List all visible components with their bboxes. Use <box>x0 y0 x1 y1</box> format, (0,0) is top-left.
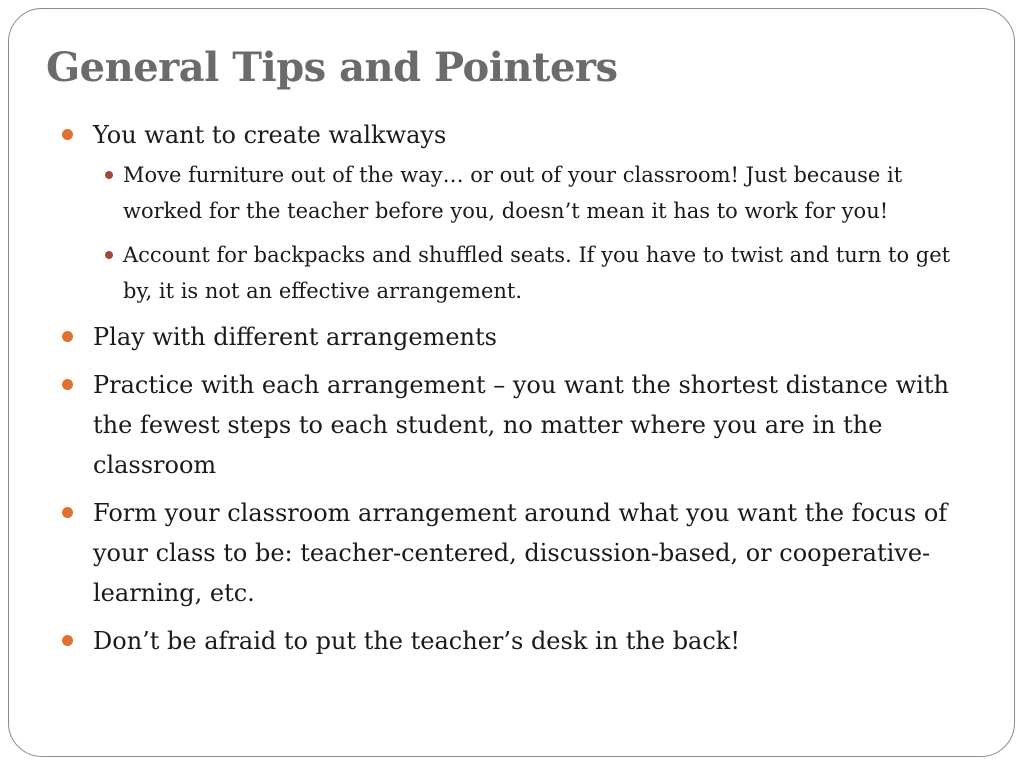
bullet-text: Play with different arrangements <box>93 323 497 351</box>
bullet-item <box>62 493 972 613</box>
sub-bullet-text: Move furniture out of the way… or out of your classroom! Just because it worked for the teacher before you, doesn’t mean it has to work for you! <box>123 163 903 223</box>
bullet-list <box>62 115 972 669</box>
bullet-dot-icon <box>62 129 73 140</box>
sub-bullet-list <box>93 157 972 309</box>
sub-bullet-dot-icon <box>105 171 113 179</box>
bullet-dot-icon <box>62 379 73 390</box>
bullet-text: You want to create walkways <box>93 121 447 149</box>
bullet-item <box>62 621 972 661</box>
sub-bullet-item <box>105 157 972 229</box>
sub-bullet-item <box>105 237 972 309</box>
bullet-item <box>62 115 972 309</box>
bullet-text: Practice with each arrangement – you want the shortest distance with the fewest steps to each student, no matter where you are in the classroom <box>93 371 949 479</box>
bullet-dot-icon <box>62 331 73 342</box>
bullet-dot-icon <box>62 635 73 646</box>
bullet-item <box>62 365 972 485</box>
bullet-text: Don’t be afraid to put the teacher’s desk in the back! <box>93 627 740 655</box>
sub-bullet-dot-icon <box>105 251 113 259</box>
slide-title: General Tips and Pointers <box>46 44 618 91</box>
bullet-item <box>62 317 972 357</box>
sub-bullet-text: Account for backpacks and shuffled seats. If you have to twist and turn to get by, it is not an effective arrangement. <box>123 243 951 303</box>
bullet-dot-icon <box>62 507 73 518</box>
bullet-text: Form your classroom arrangement around what you want the focus of your class to be: teacher-centered, discussion-based, or cooperative-learning, etc. <box>93 499 948 607</box>
